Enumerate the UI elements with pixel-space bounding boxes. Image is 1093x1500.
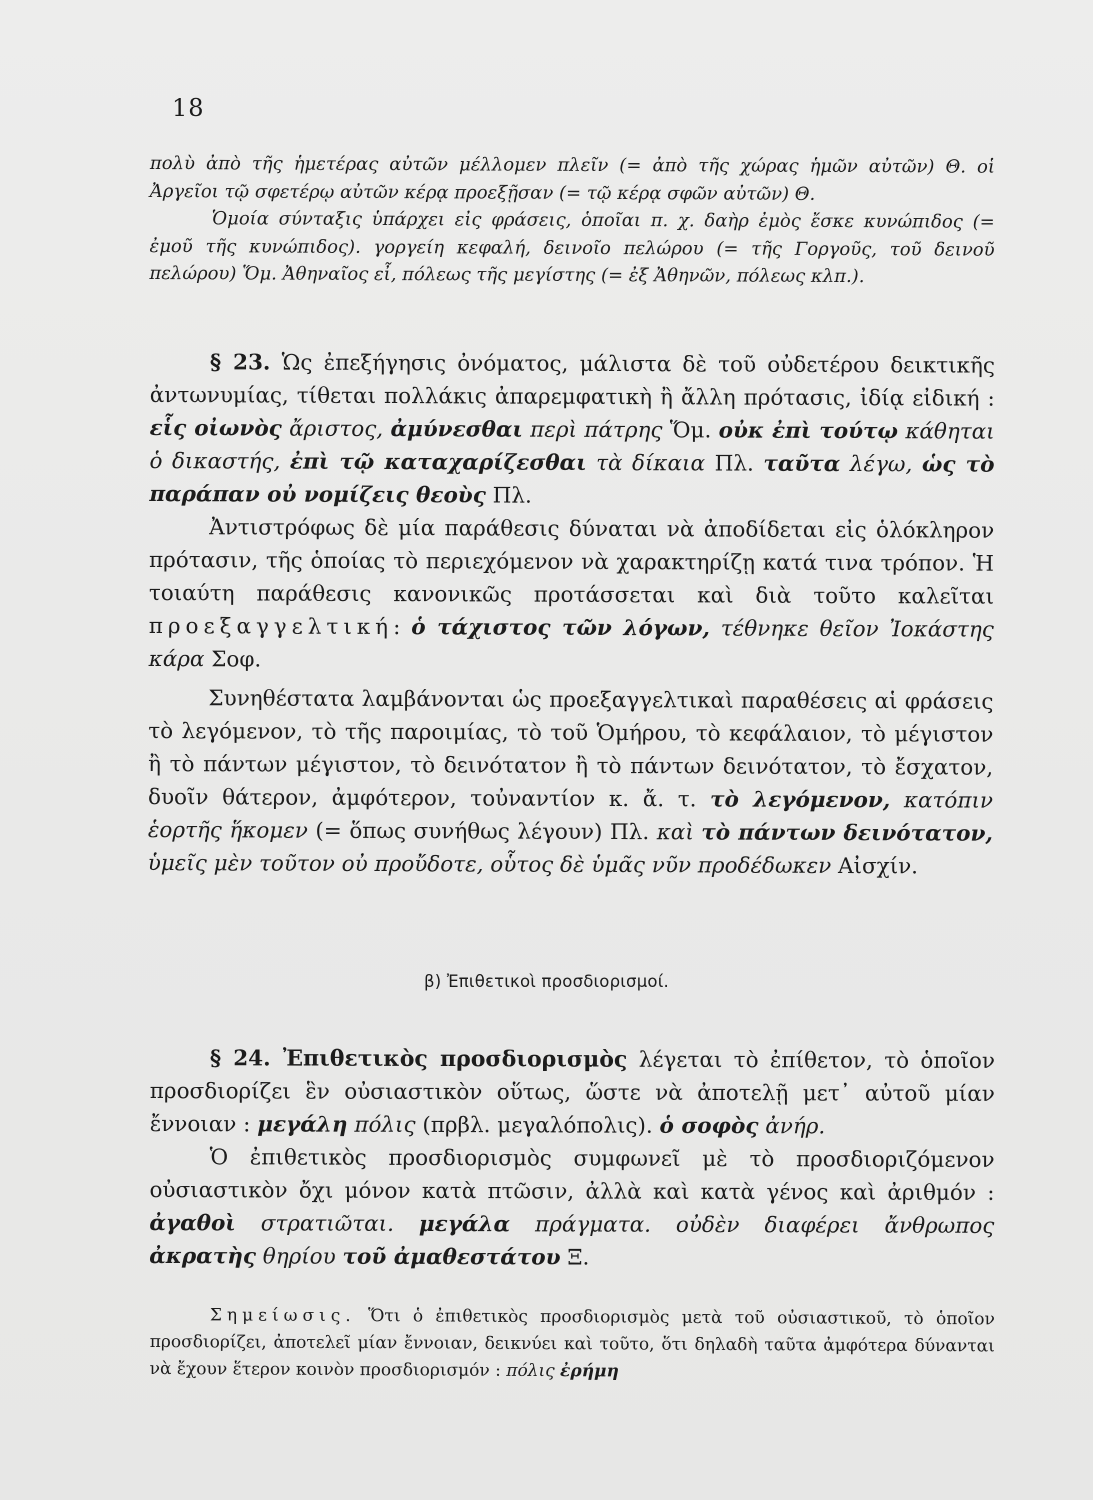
section-23-para-2: Ἀντιστρόφως δὲ μία παράθεσις δύναται νὰ ἀποδίδεται εἰς ὁλόκληρον πρότασιν, τῆς ὁποίας τὸ περιεχόμενον νὰ χαρακτηρίζῃ κατά τινα τρόπον. Ἡ τοιαύτη παράθεσις κανονικῶς προτάσσεται καὶ διὰ τοῦτο καλεῖται προεξαγγελτική: ὁ τάχιστος τῶν λόγων, τέθνηκε θεῖον Ἰοκάστης κάρα Σοφ. xyxy=(148,515,995,673)
section-23-para-3: Συνηθέστατα λαμβάνονται ὡς προεξαγγελτικαὶ παραθέσεις αἱ φράσεις τὸ λεγόμενον, τὸ τῆς παροιμίας, τὸ τοῦ Ὁμήρου, τὸ κεφάλαιον, τὸ μέγιστον ἢ τὸ πάντων μέγιστον, τὸ δεινότατον ἢ τὸ πάντων δεινότατον, τὸ ἔσχατον, δυοῖν θάτερον, ἀμφότερον, τοὐναντίον κ. ἄ. τ. τὸ λεγόμενον, κατόπιν ἑορτῆς ἥκομεν (= ὅπως συνήθως λέγουν) Πλ. καὶ τὸ πάντων δεινότατον, ὑμεῖς μὲν τοῦτον οὐ προὔδοτε, οὗτος δὲ ὑμᾶς νῦν προδέδωκεν Αἰσχίν. xyxy=(147,686,994,880)
term-proexangeltiki: προεξαγγελτική xyxy=(148,613,394,641)
similar-syntax-paragraph: Ὁμοία σύνταξις ὑπάρχει εἰς φράσεις, ὁποῖαι π. χ. δαὴρ ἐμὸς ἔσκε κυνώπιδος (= ἐμοῦ τῆς κυνώπιδος). γοργείη κεφαλή, δεινοῖο πελώρου (= τῆς Γοργοῦς, τοῦ δεινοῦ πελώρου) Ὅμ. Ἀθηναῖος εἶ, πόλεως τῆς μεγίστης (= ἐξ Ἀθηνῶν, πόλεως κλπ.). xyxy=(149,208,995,288)
section-24 xyxy=(149,1042,995,1276)
subsection-heading: β) Ἐπιθετικοὶ προσδιορισμοί. xyxy=(424,972,669,991)
section-23 xyxy=(148,346,995,884)
page-number: 18 xyxy=(172,94,205,122)
note-paragraph: Σημείωσις. Ὅτι ὁ ἐπιθετικὸς προσδιορισμὸς μετὰ τοῦ οὐσιαστικοῦ, τὸ ὁποῖον προσδιορίζει, ἀποτελεῖ μίαν ἔννοιαν, δεικνύει καὶ τοῦτο, ὅτι δηλαδὴ ταῦτα ἀμφότερα δύνανται νὰ ἔχουν ἕτερον κοινὸν προσδιορισμόν : πόλις ἐρήμη xyxy=(149,1305,995,1382)
continued-paragraph: πολὺ ἀπὸ τῆς ἡμετέρας αὐτῶν μέλλομεν πλεῖν (= ἀπὸ τῆς χώρας ἡμῶν αὐτῶν) Θ. οἱ Ἀργεῖοι τῷ σφετέρῳ αὐτῶν κέρᾳ προεξῇσαν (= τῷ κέρᾳ σφῶν αὐτῶν) Θ. xyxy=(149,152,995,205)
continued-text-block xyxy=(149,150,995,291)
section-24-title: Ἐπιθετικὸς προσδιορισμὸς xyxy=(270,1045,628,1073)
section-24-para-1: § 24. Ἐπιθετικὸς προσδιορισμὸς λέγεται τὸ ἐπίθετον, τὸ ὁποῖον προσδιορίζει ἓν οὐσιαστικὸν οὕτως, ὥστε νὰ ἀποτελῇ μετ᾽ αὐτοῦ μίαν ἔννοιαν : μεγάλη πόλις (πρβλ. μεγαλόπολις). ὁ σοφὸς ἀνήρ. xyxy=(149,1045,995,1140)
section-24-marker: § 24. xyxy=(209,1046,271,1072)
note-label: Σημείωσις. xyxy=(209,1305,356,1327)
section-24-para-2: Ὁ ἐπιθετικὸς προσδιορισμὸς συμφωνεῖ μὲ τὸ προσδιοριζόμενον οὐσιαστικὸν ὄχι μόνον κατὰ πτῶσιν, ἀλλὰ καὶ κατὰ γένος καὶ ἀριθμόν : ἀγαθοὶ στρατιῶται. μεγάλα πράγματα. οὐδὲν διαφέρει ἄνθρωπος ἀκρατὴς θηρίου τοῦ ἀμαθεστάτου Ξ. xyxy=(149,1145,995,1271)
note-block xyxy=(150,1302,995,1387)
section-23-para-1: § 23. Ὡς ἐπεξήγησις ὀνόματος, μάλιστα δὲ τοῦ οὐδετέρου δεικτικῆς ἀντωνυμίας, τίθεται πολλάκις ἀπαρεμφατικὴ ἢ ἄλλη πρότασις, ἰδίᾳ εἰδική : εἷς οἰωνὸς ἄριστος, ἀμύνεσθαι περὶ πάτρης Ὅμ. οὐκ ἐπὶ τούτῳ κάθηται ὁ δικαστής, ἐπὶ τῷ καταχαρίζεσθαι τὰ δίκαια Πλ. ταῦτα λέγω, ὡς τὸ παράπαν οὐ νομίζεις θεοὺς Πλ. xyxy=(149,350,995,509)
section-23-marker: § 23. xyxy=(209,350,271,376)
